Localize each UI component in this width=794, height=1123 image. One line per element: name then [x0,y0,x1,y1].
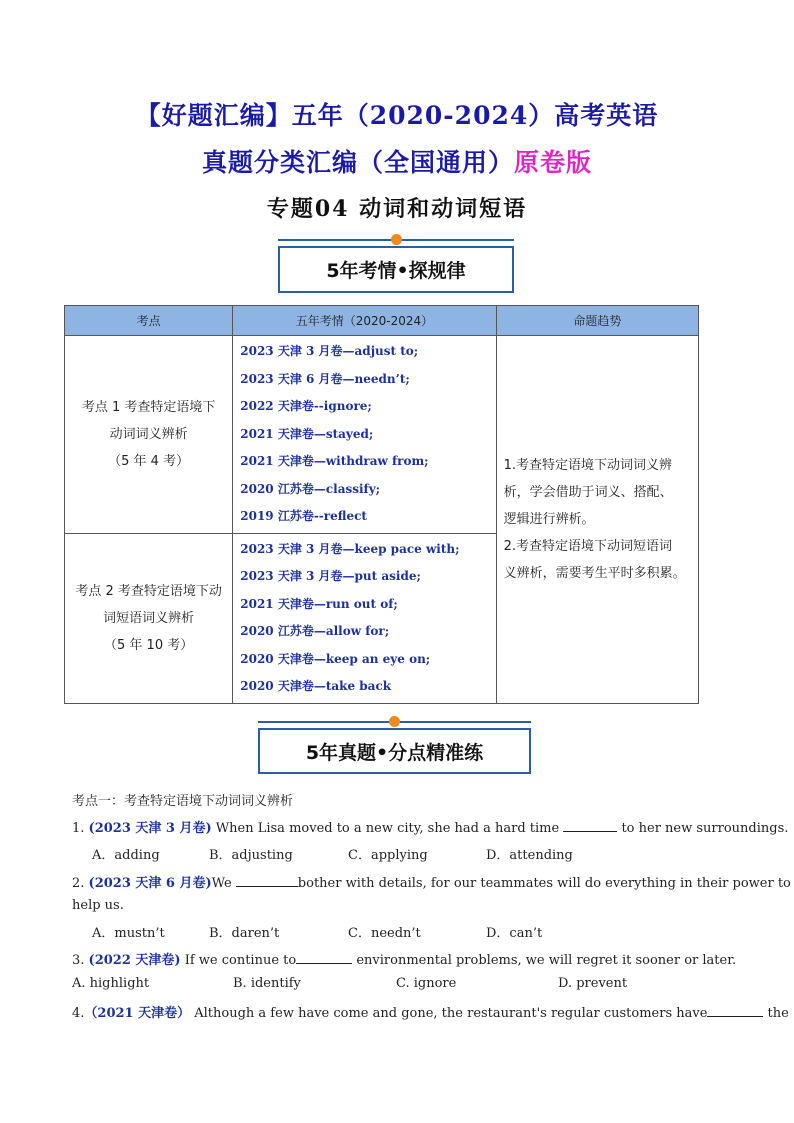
exam-point-line: 词短语词义辨析 [103,610,195,626]
option-c[interactable]: C．needn’t [348,926,421,941]
exam-history-item: 2020 江苏卷—allow for; [240,624,390,638]
option-d[interactable]: D．can’t [486,926,543,941]
question-text: to her new surroundings. [617,821,789,836]
answer-blank[interactable] [296,951,352,964]
section-heading-practice [258,721,531,774]
question-text: We [211,876,236,891]
edition-tag: 原卷版 [514,148,593,177]
exam-point-line: 动词词义辨析 [109,426,188,442]
answer-blank[interactable] [563,819,617,832]
option-a[interactable]: A．adding [92,848,160,863]
exam-history-cell [233,533,496,703]
question-1 [72,817,788,836]
question-source: （2021 天津卷） [84,1006,191,1021]
question-number: 4. [72,1006,85,1021]
question-number: 1. [72,821,85,836]
exam-point-cell [65,533,233,703]
exam-history-item: 2021 天津卷—withdraw from; [240,454,429,468]
option-a[interactable]: A．mustn’t [92,926,165,941]
exam-history-item: 2023 天津 6 月卷—needn’t; [240,371,410,386]
option-b[interactable]: B．daren’t [209,926,280,941]
question-number: 2. [72,876,85,891]
exam-history-cell [233,336,496,534]
question-source: (2022 天津卷) [88,953,181,968]
option-a[interactable]: A. highlight [72,976,150,991]
title-line-2-main: 真题分类汇编（全国通用） [201,148,514,177]
answer-blank[interactable] [236,874,298,887]
exam-history-item: 2021 天津卷—stayed; [240,426,374,441]
column-header: 考点 [65,306,233,336]
title-line-2 [0,143,794,179]
question-text: bother with details, for our teammates will do everything in their power to [297,876,791,891]
exam-history-item: 2023 天津 3 月卷—put aside; [240,569,421,583]
option-c[interactable]: C. ignore [396,976,457,991]
question-text: the [763,1006,789,1021]
table-row [65,336,699,534]
exam-history-item: 2019 江苏卷--reflect [240,509,367,523]
section-heading-trends [278,239,514,293]
exam-history-item: 2020 天津卷—take back [240,679,392,693]
exam-history-item: 2023 天津 3 月卷—adjust to; [240,344,419,358]
question-text: Although a few have come and gone, the restaurant's regular customers have [190,1006,708,1021]
trend-line: 2.考查特定语境下动词短语词 [503,538,673,554]
section-heading-label: 5年考情•探规律 [278,246,514,293]
section-heading-label: 5年真题•分点精准练 [258,728,531,774]
exam-point-line: 考点 2 考查特定语境下动 [75,583,222,599]
column-header: 命题趋势 [496,306,698,336]
question-3 [72,949,736,968]
question-source: (2023 天津 6 月卷) [88,876,212,891]
exam-trend-table [64,305,699,704]
exam-history-item: 2020 江苏卷—classify; [240,481,381,496]
trend-line: 逻辑进行辨析。 [503,511,595,527]
topic-title: 专题04 动词和动词短语 [266,196,528,222]
exam-point-cell [65,336,233,534]
title-line-1: 【好题汇编】五年（2020-2024）高考英语 [135,101,659,130]
exam-history-item: 2022 天津卷--ignore; [240,399,372,413]
trend-line: 1.考查特定语境下动词词义辨 [503,457,673,473]
question-text: environmental problems, we will regret it sooner or later. [352,953,737,968]
exam-point-line: （5 年 10 考） [104,637,194,653]
column-header: 五年考情（2020-2024） [233,306,496,336]
exam-history-item: 2020 天津卷—keep an eye on; [240,651,431,666]
option-b[interactable]: B. identify [233,976,301,991]
question-number: 3. [72,953,85,968]
exam-point-line: 考点 1 考查特定语境下 [81,399,216,415]
exam-history-item: 2021 天津卷—run out of; [240,596,398,611]
question-source: (2023 天津 3 月卷) [88,821,212,836]
option-c[interactable]: C．applying [348,848,428,863]
answer-blank[interactable] [707,1004,763,1017]
exam-history-item: 2023 天津 3 月卷—keep pace with; [240,541,460,556]
orange-dot-icon [391,234,402,245]
question-2-continuation: help us. [72,898,124,913]
question-text: When Lisa moved to a new city, she had a hard time [211,821,564,836]
question-2 [72,872,791,891]
table-header-row [65,306,699,336]
option-d[interactable]: D．attending [486,848,573,863]
option-d[interactable]: D. prevent [558,976,628,991]
question-text: If we continue to [180,953,297,968]
exam-point-line: （5 年 4 考） [108,453,190,469]
option-b[interactable]: B．adjusting [209,848,293,863]
trend-line: 析，学会借助于词义、搭配、 [503,484,673,500]
trend-cell [496,336,698,704]
subsection-title: 考点一：考查特定语境下动词词义辨析 [72,794,294,809]
orange-dot-icon [389,716,400,727]
question-4 [72,1002,789,1021]
trend-line: 义辨析，需要考生平时多积累。 [503,565,686,581]
